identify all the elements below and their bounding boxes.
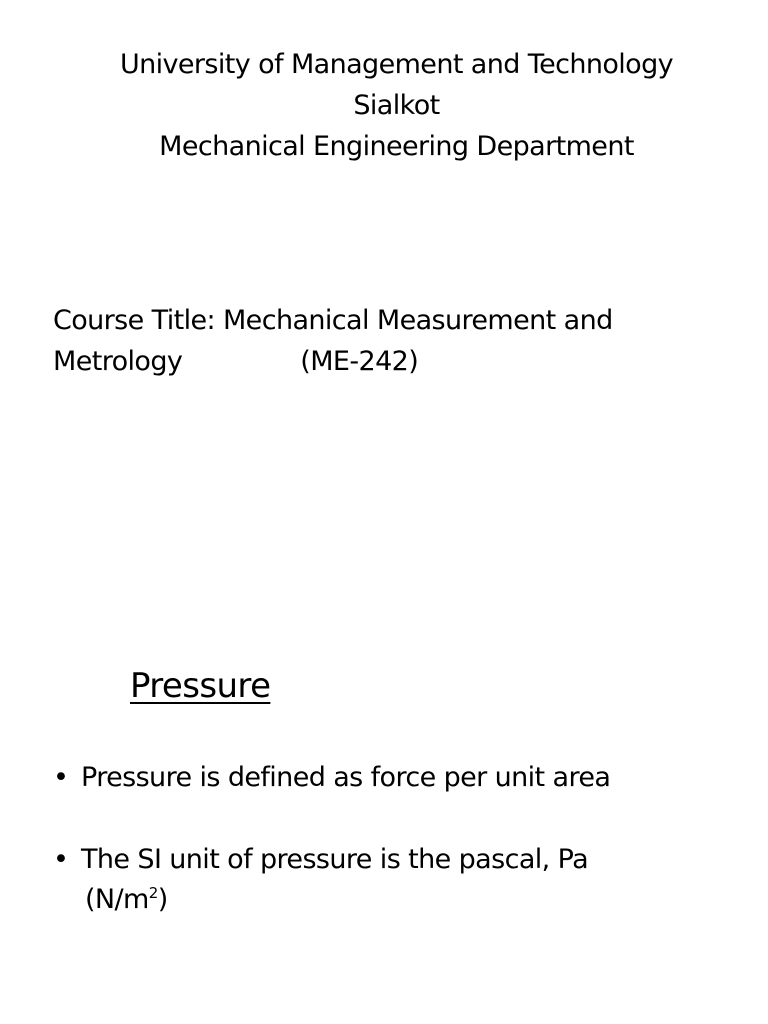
course-name-end: Metrology	[53, 346, 183, 377]
bullet-icon: •	[53, 844, 69, 875]
course-title-block	[53, 300, 613, 382]
university-name: University of Management and Technology	[119, 49, 674, 80]
bullet-continuation	[81, 880, 753, 920]
slide-header	[0, 44, 768, 167]
course-title-line-1: Course Title: Mechanical Measurement and	[53, 305, 613, 336]
bullet-list	[53, 758, 753, 920]
department-name: Mechanical Engineering Department	[159, 131, 634, 162]
unit-prefix: (N/m	[85, 884, 149, 915]
bullet-text: Pressure is defined as force per unit area	[81, 762, 611, 793]
course-title-line-2	[53, 341, 613, 382]
course-code: (ME-242)	[300, 346, 419, 377]
unit-suffix: )	[157, 884, 168, 915]
bullet-item	[53, 758, 753, 798]
bullet-icon: •	[53, 762, 69, 793]
section-title: Pressure	[130, 666, 271, 706]
bullet-item	[53, 840, 753, 920]
unit-exponent: 2	[148, 884, 158, 902]
campus-name: Sialkot	[353, 90, 440, 121]
bullet-text: The SI unit of pressure is the pascal, Pa	[81, 844, 589, 875]
